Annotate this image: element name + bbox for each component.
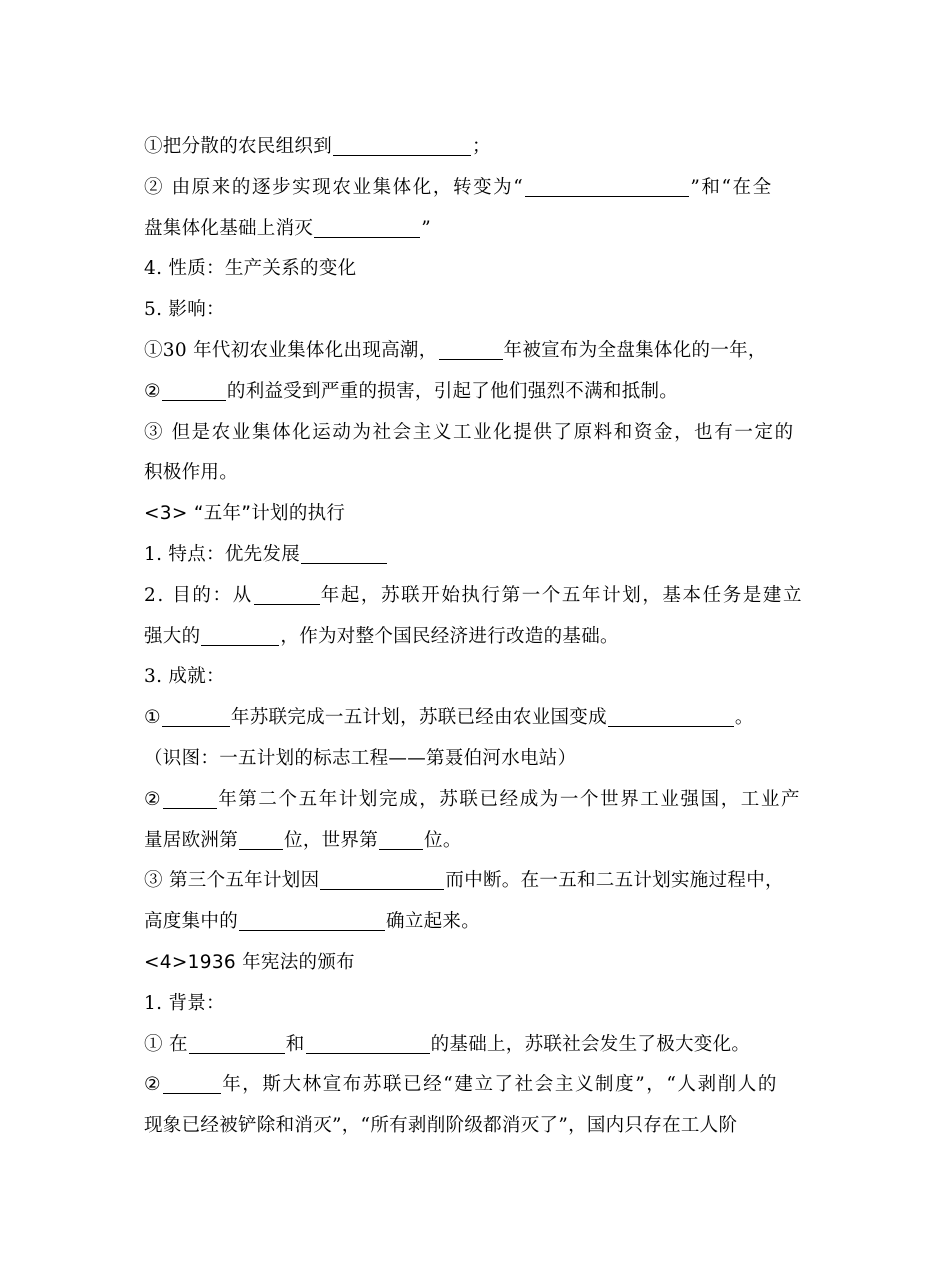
fill-blank[interactable] (608, 706, 734, 727)
fill-blank[interactable] (439, 339, 503, 360)
fill-blank[interactable] (379, 829, 423, 850)
document-body (144, 127, 824, 1147)
fill-blank[interactable] (162, 706, 230, 727)
text-line: ② 年第二个五年计划完成，苏联已经成为一个世界工业强国，工业产 (144, 788, 802, 810)
fill-blank[interactable] (201, 625, 279, 646)
text-line: 1. 特点：优先发展 (144, 535, 824, 576)
text-line: ① 在 和 的基础上，苏联社会发生了极大变化。 (144, 1033, 751, 1055)
text-line: ② 年，斯大林宣布苏联已经“建立了社会主义制度”，“人剥削人的 (144, 1074, 778, 1096)
text-line: ② 的利益受到严重的损害，引起了他们强烈不满和抵制。 (144, 380, 679, 402)
text-line: 积极作用。 (144, 462, 239, 484)
text-line: 现象已经被铲除和消灭”，“所有剥削阶级都消灭了”，国内只存在工人阶 (144, 1115, 738, 1137)
text-line: ①30 年代初农业集体化出现高潮， 年被宣布为全盘集体化的一年， (144, 339, 767, 361)
text-line: 5. 影响： (144, 299, 225, 321)
fill-blank[interactable] (163, 1073, 221, 1094)
text-line: ① 年苏联完成一五计划，苏联已经由农业国变成 。 (144, 707, 754, 729)
text-line: ③ 但是农业集体化运动为社会主义工业化提供了原料和资金，也有一定的 (144, 421, 795, 443)
fill-blank[interactable] (162, 380, 226, 401)
text-line: 4. 性质：生产关系的变化 (144, 258, 357, 280)
text-line: ② 由原来的逐步实现农业集体化，转变为“ ”和“在全 (144, 176, 773, 198)
section-heading: <4>1936 年宪法的颁布 (144, 951, 355, 973)
text-line: 高度集中的 确立起来。 (144, 911, 481, 933)
fill-blank[interactable] (314, 217, 420, 238)
text-line: ③ 第三个五年计划因 而中断。在一五和二五计划实施过程中， (144, 870, 784, 892)
fill-blank[interactable] (239, 910, 385, 931)
fill-blank[interactable] (301, 543, 387, 564)
text-line: ①把分散的农民组织到 ； (144, 136, 491, 157)
text-line: （识图：一五计划的标志工程——第聂伯河水电站） (144, 747, 577, 769)
fill-blank[interactable] (239, 829, 283, 850)
text-line: 量居欧洲第 位，世界第 位。 (144, 829, 462, 851)
section-heading: <3> “五年”计划的执行 (144, 503, 346, 525)
text-line: 强大的 ，作为对整个国民经济进行改造的基础。 (144, 625, 619, 647)
fill-blank[interactable] (333, 135, 471, 156)
fill-blank[interactable] (254, 584, 320, 605)
text-line: 1. 背景： (144, 992, 225, 1014)
text-line: 2. 目的：从 年起，苏联开始执行第一个五年计划，基本任务是建立 (144, 584, 804, 606)
text-line: 盘集体化基础上消灭 ” (144, 217, 431, 239)
fill-blank[interactable] (525, 176, 689, 197)
fill-blank[interactable] (320, 869, 444, 890)
fill-blank[interactable] (189, 1033, 285, 1054)
fill-blank[interactable] (306, 1033, 430, 1054)
text-line: 3. 成就： (144, 666, 225, 688)
fill-blank[interactable] (163, 788, 217, 809)
